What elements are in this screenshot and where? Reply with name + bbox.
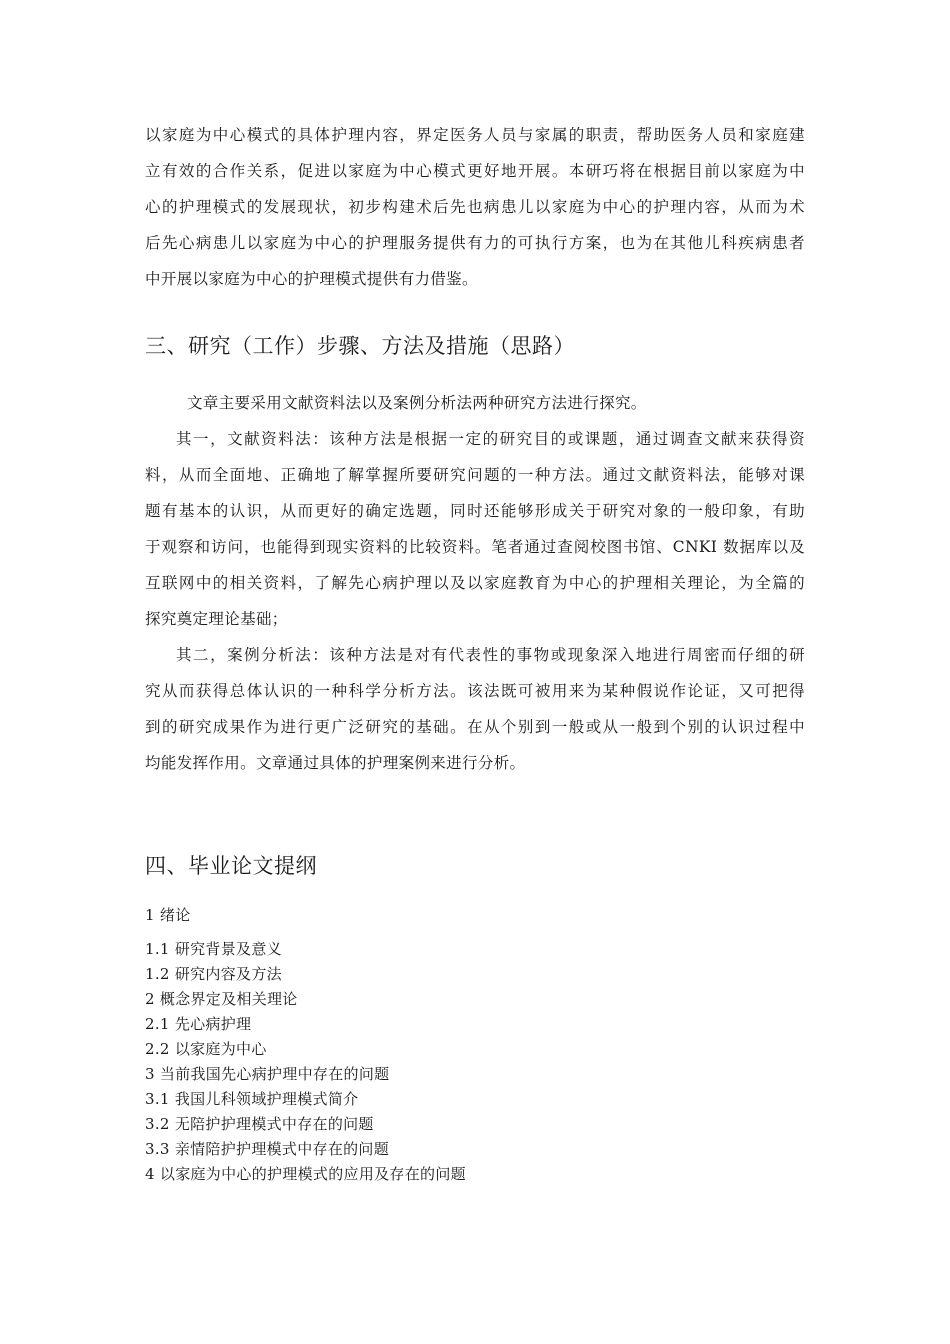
intro-line: 立有效的合作关系，促进以家庭为中心模式更好地开展。本研巧将在根据目前以家庭为中 (145, 162, 805, 180)
method-1-line: 于观察和访问，也能得到现实资料的比较资料。笔者通过查阅校图书馆、CNKI 数据库以及 (145, 538, 805, 556)
intro-line: 后先心病患儿以家庭为中心的护理服务提供有力的可执行方案，也为在其他儿科疾病患者 (145, 234, 805, 252)
section-3-intro-paragraph (145, 385, 805, 421)
method-2-line: 均能发挥作用。文章通过具体的护理案例来进行分析。 (145, 754, 526, 772)
method-2-paragraph (145, 637, 805, 781)
intro-line: 中开展以家庭为中心的护理模式提供有力借鉴。 (145, 270, 478, 288)
outline-item: 3.3 亲情陪护护理模式中存在的问题 (145, 1140, 390, 1158)
section-3-heading: 三、研究（工作）步骤、方法及措施（思路） (145, 334, 575, 358)
outline-item: 2 概念界定及相关理论 (145, 990, 298, 1008)
method-2-line: 其二，案例分析法：该种方法是对有代表性的事物或现象深入地进行周密而仔细的研 (176, 646, 805, 664)
method-1-paragraph (145, 421, 805, 637)
intro-line: 以家庭为中心模式的具体护理内容，界定医务人员与家属的职责，帮助医务人员和家庭建 (145, 126, 805, 144)
outline-item: 2.1 先心病护理 (145, 1015, 252, 1033)
method-1-line: 其一，文献资料法：该种方法是根据一定的研究目的或课题，通过调查文献来获得资 (176, 430, 805, 448)
section-4-heading: 四、毕业论文提纲 (145, 854, 317, 878)
method-2-line: 究从而获得总体认识的一种科学分析方法。该法既可被用来为某种假说作论证，又可把得 (145, 682, 805, 700)
outline-item: 1.2 研究内容及方法 (145, 965, 282, 983)
thesis-outline (145, 903, 805, 1187)
section-3-intro-line: 文章主要采用文献资料法以及案例分析法两种研究方法进行探究。 (187, 394, 647, 412)
outline-item: 2.2 以家庭为中心 (145, 1040, 267, 1058)
method-1-line: 探究奠定理论基础； (145, 610, 288, 628)
outline-item: 1.1 研究背景及意义 (145, 940, 282, 958)
outline-item: 3 当前我国先心病护理中存在的问题 (145, 1065, 390, 1083)
method-2-line: 到的研究成果作为进行更广泛研究的基础。在从个别到一般或从一般到个别的认识过程中 (145, 718, 805, 736)
outline-item: 4 以家庭为中心的护理模式的应用及存在的问题 (145, 1165, 466, 1183)
document-content (145, 117, 805, 1187)
intro-line: 心的护理模式的发展现状，初步构建术后先也病患儿以家庭为中心的护理内容，从而为术 (145, 198, 805, 216)
method-1-line: 题有基本的认识，从而更好的确定选题，同时还能够形成关于研究对象的一般印象，有助 (145, 502, 805, 520)
intro-paragraph (145, 117, 805, 297)
outline-item: 3.1 我国儿科领域护理模式简介 (145, 1090, 359, 1108)
method-1-line: 料，从而全面地、正确地了解掌握所要研究问题的一种方法。通过文献资料法，能够对课 (145, 466, 805, 484)
method-1-line: 互联网中的相关资料，了解先心病护理以及以家庭教育为中心的护理相关理论，为全篇的 (145, 574, 805, 592)
outline-item: 1 绪论 (145, 906, 191, 924)
outline-item: 3.2 无陪护护理模式中存在的问题 (145, 1115, 374, 1133)
